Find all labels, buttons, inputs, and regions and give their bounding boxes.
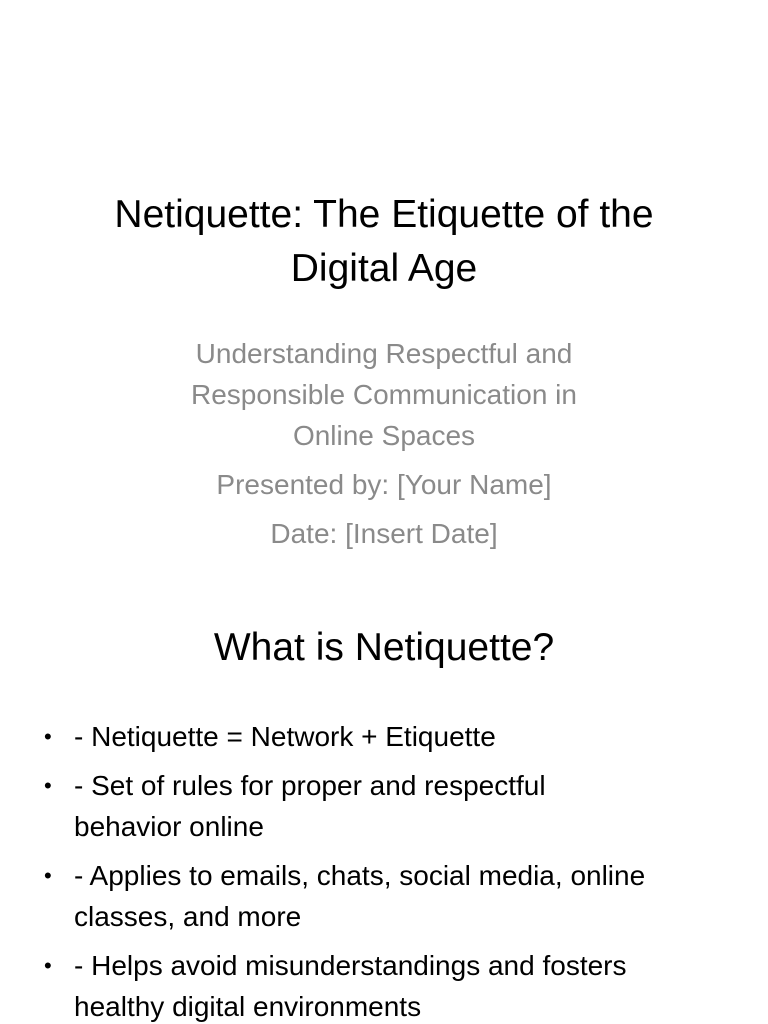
bullet-line-1: - Set of rules for proper and respectful: [74, 770, 546, 801]
subtitle-line-2: Responsible Communication in: [191, 379, 577, 410]
bullet-line-1: - Netiquette = Network + Etiquette: [74, 721, 496, 752]
bullet-item: [40, 945, 728, 1024]
bullet-dot: •: [44, 724, 52, 749]
date-text: Date: [Insert Date]: [270, 518, 498, 549]
content-slide: [0, 576, 768, 1024]
subtitle-text: [120, 333, 648, 456]
bullet-item: [40, 855, 728, 937]
bullet-dot: •: [44, 953, 52, 978]
title-line-1: Netiquette: The Etiquette of the: [114, 193, 654, 236]
subtitle-line-1: Understanding Respectful and: [195, 338, 573, 369]
slide-title: What is Netiquette?: [213, 626, 555, 669]
bullet-line-2: healthy digital environments: [74, 991, 422, 1022]
bullet-line-2: behavior online: [74, 811, 264, 842]
bullet-line-1: - Applies to emails, chats, social media, online: [74, 860, 646, 891]
subtitle-line-3: Online Spaces: [292, 420, 476, 451]
slide-title: [40, 188, 728, 296]
presenter-text: Presented by: [Your Name]: [216, 469, 552, 500]
bullet-line-1: - Helps avoid misunderstandings and fosters: [74, 950, 627, 981]
title-line-2: Digital Age: [290, 247, 478, 290]
bullet-line-2: classes, and more: [74, 901, 302, 932]
slide-subtitle: [120, 333, 648, 562]
bullet-list: [40, 716, 728, 1024]
bullet-item: [40, 716, 728, 757]
bullet-dot: •: [44, 773, 52, 798]
bullet-dot: •: [44, 863, 52, 888]
bullet-item: [40, 765, 728, 847]
